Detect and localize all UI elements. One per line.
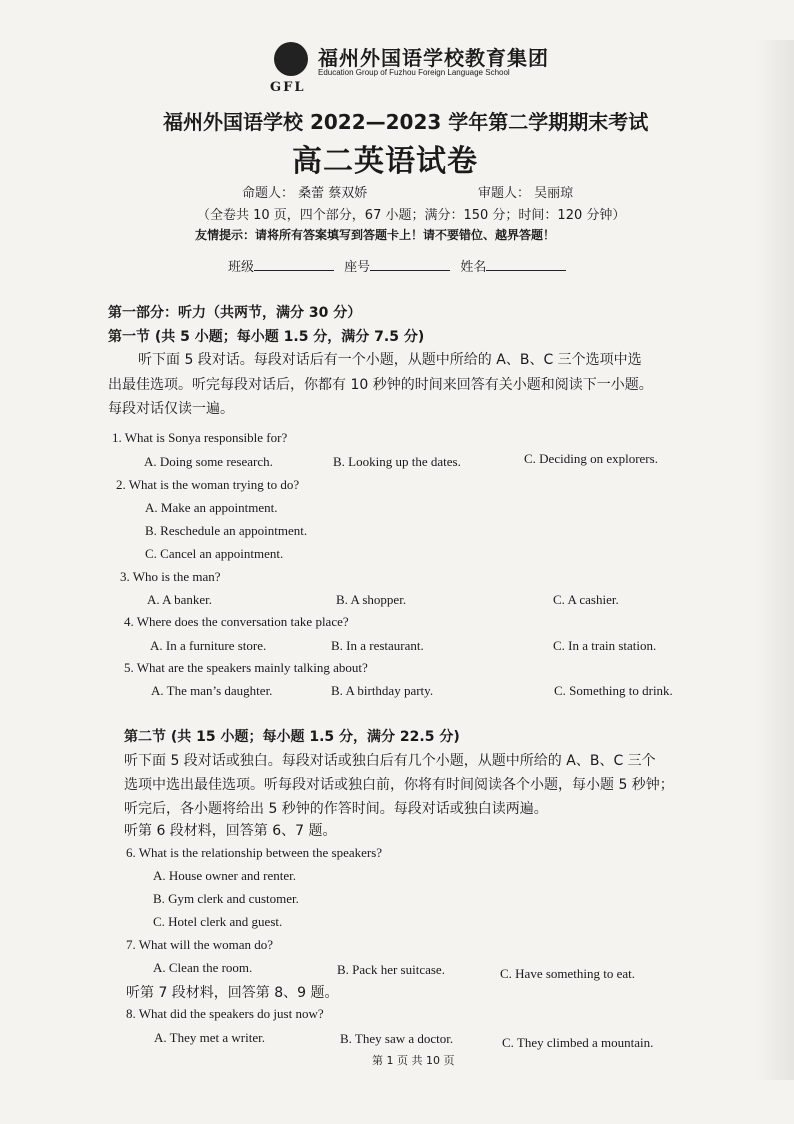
option-b: B. Looking up the dates.	[333, 454, 461, 469]
option-c: C. Hotel clerk and guest.	[153, 914, 283, 929]
option-b: B. Gym clerk and customer.	[153, 891, 299, 906]
student-info-fields	[228, 256, 572, 275]
option-c: C. Have something to eat.	[500, 966, 636, 981]
exam-info: （全卷共 10 页，四个部分，67 小题；满分：150 分；时间：120 分钟）	[197, 208, 626, 223]
option-a: A. House owner and renter.	[153, 868, 296, 883]
section1-instructions-line3: 每段对话仅读一遍。	[108, 401, 234, 417]
option-b: B. Pack her suitcase.	[337, 962, 445, 977]
question-stem: 4. Where does the conversation take place?	[124, 614, 349, 629]
option-a: A. A banker.	[147, 592, 212, 607]
question-stem: 8. What did the speakers do just now?	[126, 1006, 324, 1021]
section2-instructions-line3: 听完后，各小题将给出 5 秒钟的作答时间。每段对话或独白读两遍。	[124, 801, 548, 817]
friendly-tip: 友情提示：请将所有答案填写到答题卡上！请不要错位、越界答题！	[195, 228, 556, 242]
paper-title: 高二英语试卷	[292, 144, 478, 179]
material-7-note: 听第 7 段材料，回答第 8、9 题。	[126, 985, 339, 1001]
question-stem: 6. What is the relationship between the speakers?	[126, 845, 383, 860]
question-stem: 7. What will the woman do?	[126, 937, 274, 952]
option-b: B. A shopper.	[336, 592, 407, 607]
page-number: 第 1 页 共 10 页	[372, 1054, 455, 1067]
section1-instructions-line1: 听下面 5 段对话。每段对话后有一个小题，从题中所给的 A、B、C 三个选项中选	[138, 352, 642, 368]
logo-letters: GFL	[270, 80, 306, 95]
school-logo-icon	[274, 42, 308, 76]
section1-instructions-line2: 出最佳选项。听完每段对话后，你都有 10 秒钟的时间来回答有关小题和阅读下一小题。	[108, 377, 653, 393]
option-b: B. In a restaurant.	[331, 638, 424, 653]
question-stem: 3. Who is the man?	[120, 569, 221, 584]
option-a: A. In a furniture store.	[150, 638, 267, 653]
page-edge-shadow	[754, 40, 794, 1080]
reviewer: 审题人： 吴丽琼	[478, 186, 574, 201]
section1-heading: 第一节 (共 5 小题；每小题 1.5 分，满分 7.5 分)	[108, 329, 425, 345]
material-6-note: 听第 6 段材料，回答第 6、7 题。	[124, 823, 337, 839]
option-c: C. Cancel an appointment.	[145, 546, 284, 561]
setter: 命题人： 桑蕾 蔡双娇	[242, 186, 368, 201]
question-stem: 5. What are the speakers mainly talking about?	[124, 660, 368, 675]
section2-instructions-line2: 选项中选出最佳选项。听每段对话或独白前，你将有时间阅读各个小题，每小题 5 秒钟；	[124, 777, 674, 793]
option-b: B. A birthday party.	[331, 683, 434, 698]
logo-english-name: Education Group of Fuzhou Foreign Language School	[318, 68, 510, 77]
option-a: A. They met a writer.	[154, 1030, 265, 1045]
class-field[interactable]	[254, 270, 334, 271]
seat-field[interactable]	[370, 270, 450, 271]
name-field[interactable]	[486, 270, 566, 271]
option-c: C. Something to drink.	[554, 683, 673, 698]
part1-heading: 第一部分：听力（共两节，满分 30 分）	[108, 305, 362, 321]
option-a: A. Doing some research.	[144, 454, 273, 469]
exam-title: 福州外国语学校 2022—2023 学年第二学期期末考试	[163, 110, 649, 134]
question-stem: 2. What is the woman trying to do?	[116, 477, 300, 492]
option-a: A. Clean the room.	[153, 960, 253, 975]
class-label: 班级	[228, 260, 255, 275]
option-c: C. They climbed a mountain.	[502, 1035, 654, 1050]
section2-heading: 第二节 (共 15 小题；每小题 1.5 分，满分 22.5 分)	[124, 729, 460, 745]
question-stem: 1. What is Sonya responsible for?	[112, 430, 288, 445]
option-c: C. Deciding on explorers.	[524, 451, 658, 466]
option-a: A. The man’s daughter.	[151, 683, 273, 698]
option-c: C. In a train station.	[553, 638, 657, 653]
name-label: 姓名	[460, 260, 487, 275]
seat-label: 座号	[344, 260, 371, 275]
logo-chinese-name: 福州外国语学校教育集团	[318, 46, 549, 70]
option-b: B. Reschedule an appointment.	[145, 523, 308, 538]
option-a: A. Make an appointment.	[145, 500, 278, 515]
option-b: B. They saw a doctor.	[340, 1031, 454, 1046]
section2-instructions-line1: 听下面 5 段对话或独白。每段对话或独白后有几个小题，从题中所给的 A、B、C 三个	[124, 753, 656, 769]
option-c: C. A cashier.	[553, 592, 619, 607]
